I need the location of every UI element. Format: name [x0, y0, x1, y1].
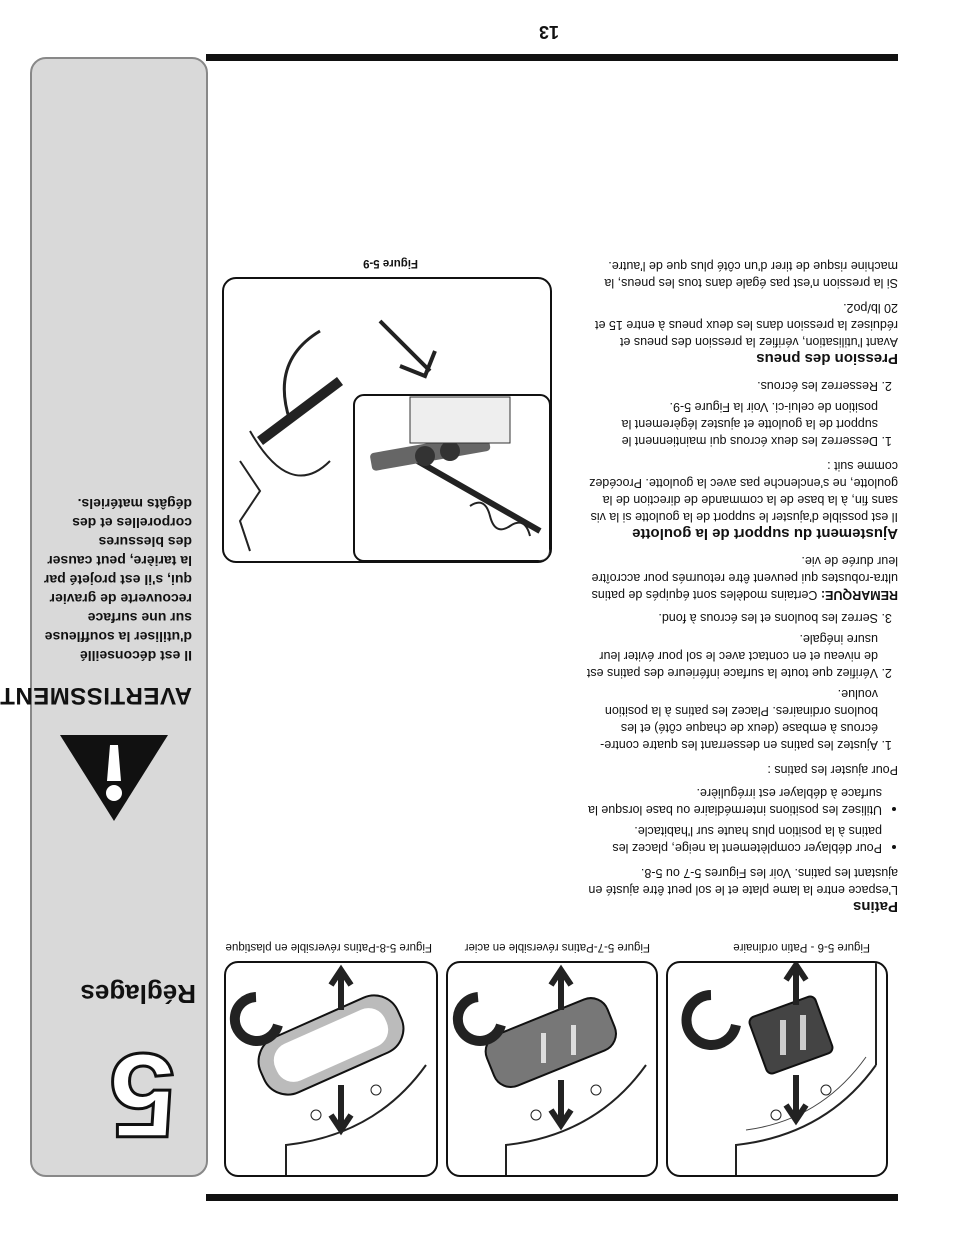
figure-5-6-caption: Figure 5-6 - Patin ordinaire	[733, 941, 870, 953]
figure-5-9-illustration	[222, 277, 552, 563]
patins-intro: L'espace entre la lame plate et le sol peut être ajusté en ajustant les patins. Voir les Figures 5-7 ou 5-8.	[588, 866, 898, 897]
goulotte-intro: Il est possible d'ajuster le support de la goulotte si la vis sans fin, à la base de la commande de direction de la goulotte, ne s'enclenche pas avec la goulotte. Procédez comme suit :	[589, 459, 898, 524]
warning-text: Il est déconseillé d'utiliser la souffleuse sur une surface recouverte de gravier qui, s'il est projeté par la tarière, peut causer des blessures corporelles et des dégâts matériels.	[43, 496, 192, 664]
figure-5-9-caption: Figure 5-9	[363, 257, 418, 269]
patins-section	[578, 249, 898, 915]
top-rule	[206, 1194, 898, 1201]
pneus-text-2: Si la pression n'est pas égale dans tous les pneus, la machine risque de tirer d'un côté plus que de l'autre.	[604, 259, 898, 290]
list-item: • Utilisez les positions intermédiaire ou base lorsque la surface à déblayer est irrégulière.	[578, 784, 882, 818]
patins-heading: Patins	[852, 898, 898, 915]
figure-5-8-caption: Figure 5-8-Patins réversible en plastique	[225, 941, 432, 953]
pneus-heading: Pression des pneus	[756, 350, 898, 367]
goulotte-steps	[578, 377, 898, 449]
page-number: 13	[538, 22, 559, 42]
patins-steps-intro: Pour ajuster les patins :	[767, 763, 898, 777]
goulotte-heading: Ajustement du support de la goulotte	[632, 525, 898, 542]
chapter-sidebar	[0, 57, 208, 1177]
remarque-label: REMARQUE:	[820, 588, 898, 602]
list-item: 2. Resserrez les écrous.	[578, 377, 878, 394]
remarque-text: Certains modèles sont équipés de patins ultra-robustes qui peuvent être retournés pour accroître leur durée de vie.	[591, 554, 898, 602]
figure-5-7-illustration	[446, 961, 658, 1177]
list-item: 1. Desserrez les deux écrous qui maintiennent le support de la goulotte et ajustez légèrement la position de celui-ci. Voir la Figure 5-9.	[578, 398, 878, 449]
figure-5-7-caption: Figure 5-7-Patins réversible en acier	[464, 941, 650, 953]
warning-title: AVERTISSMENT	[0, 682, 192, 709]
chapter-title: Réglages	[80, 979, 196, 1009]
list-item: 2. Vérifiez que toute la surface inférieure des patins est de niveau et en contact avec le sol pour éviter leur usure inégale.	[578, 630, 878, 681]
list-item: 1. Ajustez les patins en desserrant les quatre contre-écrous à embase (deux de chaque côté) et les boulons ordinaires. Placez les patins à la position voulue.	[578, 685, 878, 753]
chapter-number: 5	[109, 1028, 176, 1162]
patins-steps	[578, 609, 898, 753]
pneus-text-1: Avant l'utilisation, vérifiez la pression des pneus et réduisez la pression dans les deux pneus à entre 15 et 20 lb/po2.	[595, 301, 898, 349]
remarque	[578, 552, 898, 603]
figure-5-8-illustration	[224, 961, 438, 1177]
list-item: 3. Serrez les boulons et les écrous à fond.	[578, 609, 878, 626]
figure-5-6-illustration	[666, 961, 888, 1177]
warning-icon	[58, 733, 170, 823]
patins-bullets	[578, 784, 898, 856]
list-item: • Pour déblayer complètement la neige, placez les patins à la position plus haute sur l'habitacle.	[578, 822, 882, 856]
bottom-rule	[206, 54, 898, 61]
